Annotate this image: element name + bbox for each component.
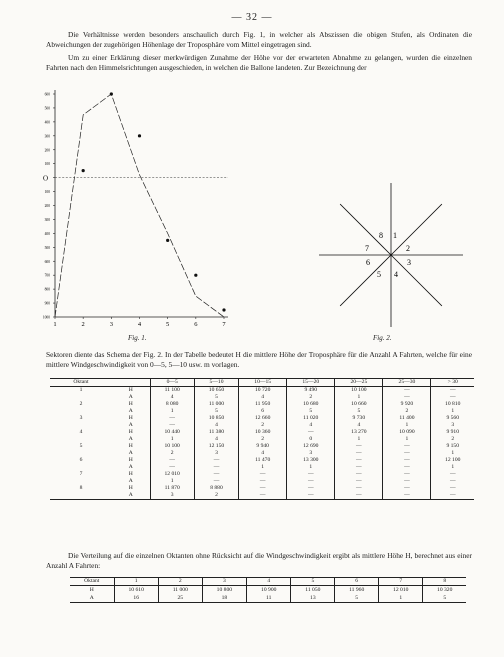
y-tick-label: 300: [44, 134, 50, 139]
table-cell: H: [128, 485, 133, 491]
table-cell: —: [287, 471, 335, 478]
column-header: 6: [335, 578, 379, 586]
y-tick-label: 200: [44, 148, 50, 153]
table-row: [50, 478, 474, 485]
table-cell: 4: [239, 394, 287, 401]
x-tick-label: 6: [194, 321, 198, 328]
x-tick-label: 3: [109, 321, 113, 328]
column-header: 25—30: [383, 379, 431, 387]
table-cell: 16: [114, 594, 158, 603]
table-cell: 4: [194, 422, 238, 429]
table-cell: —: [431, 478, 474, 485]
table-cell: 10 440: [150, 429, 194, 436]
table-cell: —: [383, 443, 431, 450]
sector-label-2: 2: [406, 244, 410, 253]
column-header: 10—15: [239, 379, 287, 387]
table-cell: 3: [150, 492, 194, 500]
sector-label-8: 8: [379, 231, 383, 240]
table-cell: 4: [335, 422, 383, 429]
table-cell: —: [383, 492, 431, 500]
table-row: [50, 387, 474, 395]
table-cell: 2: [194, 492, 238, 500]
table-cell: 5: [79, 443, 83, 449]
table-cell: 5: [194, 394, 238, 401]
column-header: 5: [291, 578, 335, 586]
table-cell: —: [239, 471, 287, 478]
table-cell: —: [239, 478, 287, 485]
table-cell: 1: [150, 408, 194, 415]
table-cell: 10 320: [423, 586, 466, 595]
table-cell: —: [194, 478, 238, 485]
table-cell: 9 920: [383, 401, 431, 408]
table-row: [50, 415, 474, 422]
table-cell: —: [194, 471, 238, 478]
figure-1-chart: [24, 84, 254, 346]
table-row: [50, 408, 474, 415]
table-row: [50, 471, 474, 478]
table-cell: —: [287, 429, 335, 436]
y-tick-label: 100: [44, 162, 50, 167]
column-header: 8: [423, 578, 466, 586]
table-row: [50, 443, 474, 450]
height-by-octant-table: [70, 577, 466, 603]
table-cell: 13 300: [287, 457, 335, 464]
column-header-oktant: Oktant: [73, 379, 89, 385]
table-cell: 1: [239, 464, 287, 471]
table-cell: 10 810: [431, 401, 474, 408]
table-cell: 1: [287, 464, 335, 471]
table-cell: 11: [247, 594, 291, 603]
table-cell: 10 610: [114, 586, 158, 595]
table-cell: 10 680: [287, 401, 335, 408]
table-cell: 10 720: [239, 387, 287, 395]
table-cell: 11 000: [194, 401, 238, 408]
y-tick-label: 100: [44, 190, 50, 195]
y-tick-label: 200: [44, 204, 50, 208]
table-cell: 1: [150, 436, 194, 443]
table-cell: —: [150, 415, 194, 422]
table-cell: 1: [431, 450, 474, 457]
table-cell: 12 010: [379, 586, 423, 595]
table-cell: —: [431, 387, 474, 395]
table-cell: 1: [335, 436, 383, 443]
y-tick-label: 300: [44, 217, 50, 222]
table-cell: A: [128, 478, 133, 484]
table-cell: 11 870: [150, 485, 194, 492]
table-cell: 5: [335, 594, 379, 603]
y-tick-label: 600: [44, 259, 50, 264]
table-cell: 10 360: [239, 429, 287, 436]
column-header: 2: [158, 578, 202, 586]
paragraph-fig1-intro: Die Verhältnisse werden besonders anschaulich durch Fig. 1, in welcher als Abszissen die obigen Stufen, als Ordinaten die Abweichungen der zugehörigen Höhenlage der Troposphäre vom Mittel eingetragen sind.: [46, 30, 472, 49]
table-cell: [50, 450, 112, 457]
table-cell: 9 940: [239, 443, 287, 450]
sector-label-1: 1: [393, 231, 397, 240]
table-cell: H: [128, 471, 133, 477]
y-tick-label: 800: [44, 287, 50, 292]
table-cell: —: [431, 394, 474, 401]
paragraph-sectors-intro: Um zu einer Erklärung dieser merkwürdigen Zunahme der Höhe vor der erwarteten Abnahme zu gelangen, wurden die einzelnen Fahrten nach den Himmelsrichtungen ausgeschieden, in welchen die Ballone landeten. Zur Bezeichnung der: [46, 53, 472, 72]
table-row: [50, 422, 474, 429]
table-cell: 2: [287, 394, 335, 401]
table-cell: 11 950: [239, 401, 287, 408]
table-cell: 10 100: [335, 387, 383, 395]
table-cell: 12 690: [287, 443, 335, 450]
table-cell: 18: [202, 594, 246, 603]
table-cell: —: [431, 492, 474, 500]
column-header: > 30: [431, 379, 474, 387]
table-cell: 9 150: [431, 443, 474, 450]
table-cell: [50, 478, 112, 485]
table-cell: —: [150, 457, 194, 464]
table-cell: —: [194, 457, 238, 464]
table-cell: 11 470: [239, 457, 287, 464]
table-cell: H: [89, 586, 94, 593]
y-tick-label: 400: [44, 120, 50, 125]
x-tick-label: 5: [166, 321, 170, 328]
column-header: 5—10: [194, 379, 238, 387]
table-cell: 1: [431, 464, 474, 471]
table-cell: 1: [383, 436, 431, 443]
table-cell: 4: [150, 394, 194, 401]
table-cell: 1: [335, 394, 383, 401]
table-cell: —: [383, 387, 431, 395]
column-header: 7: [379, 578, 423, 586]
table-cell: 2: [150, 450, 194, 457]
table-cell: 8 080: [150, 401, 194, 408]
table-cell: 3: [79, 415, 83, 421]
table-row: [50, 401, 474, 408]
table-cell: A: [128, 492, 133, 498]
table-cell: 10 650: [194, 387, 238, 395]
table-cell: 6: [79, 457, 83, 463]
table-cell: 2: [383, 408, 431, 415]
table-cell: 12 100: [431, 457, 474, 464]
y-tick-label: 500: [44, 245, 50, 250]
table-cell: A: [128, 464, 133, 470]
table-cell: —: [239, 485, 287, 492]
table-cell: H: [128, 457, 133, 463]
y-tick-label: 700: [44, 273, 50, 278]
data-point: [138, 134, 141, 137]
paragraph-table-explanation: Sektoren diente das Schema der Fig. 2. In der Tabelle bedeutet H die mittlere Höhe der Troposphäre für die Anzahl A Fahrten, welche für eine mittlere Windgeschwindigkeit von 0—5, 5—10 usw. m vorlagen.: [46, 350, 472, 369]
table-cell: A: [89, 594, 94, 601]
table-cell: 10 800: [202, 586, 246, 595]
table-cell: [50, 464, 112, 471]
table-cell: —: [335, 471, 383, 478]
table-cell: 4: [239, 450, 287, 457]
table-cell: 8: [79, 485, 83, 491]
table-cell: A: [128, 436, 133, 442]
table-cell: 1: [79, 387, 83, 393]
table-cell: [50, 422, 112, 429]
height-by-wind-speed-table: [50, 378, 474, 500]
y-tick-label: 1000: [42, 315, 50, 320]
data-point: [194, 274, 197, 277]
table-cell: 12 660: [239, 415, 287, 422]
table-cell: 3: [431, 422, 474, 429]
column-header: 4: [247, 578, 291, 586]
table-cell: —: [150, 464, 194, 471]
table-cell: 11 020: [287, 415, 335, 422]
page-number: — 32 —: [231, 12, 273, 23]
table-cell: —: [287, 492, 335, 500]
x-tick-label: 2: [81, 321, 85, 328]
sector-label-3: 3: [407, 258, 411, 267]
table-cell: 8 880: [194, 485, 238, 492]
table-cell: 9 490: [287, 387, 335, 395]
table-cell: —: [383, 478, 431, 485]
table-cell: 7: [79, 471, 83, 477]
table-cell: 2: [239, 422, 287, 429]
table-cell: —: [431, 471, 474, 478]
table-cell: 10 660: [335, 401, 383, 408]
sector-label-7: 7: [365, 244, 369, 253]
table-row: [50, 436, 474, 443]
x-tick-label: 1: [53, 321, 57, 328]
table-cell: —: [431, 485, 474, 492]
table-cell: 5: [194, 408, 238, 415]
sector-label-5: 5: [377, 270, 381, 279]
table-cell: 4: [194, 436, 238, 443]
table-cell: 10 100: [150, 443, 194, 450]
table-row: [50, 464, 474, 471]
table-cell: [50, 492, 112, 500]
table-cell: A: [128, 450, 133, 456]
figure-1-caption: Fig. 1.: [128, 334, 147, 342]
table-cell: —: [335, 464, 383, 471]
table-cell: 10 900: [247, 586, 291, 595]
table-row: [50, 429, 474, 436]
x-tick-label: 7: [222, 321, 226, 328]
data-point: [166, 239, 169, 242]
table-cell: 5: [335, 408, 383, 415]
table-cell: —: [287, 485, 335, 492]
table-cell: 11 400: [383, 415, 431, 422]
column-header: 1: [114, 578, 158, 586]
table-cell: 11 000: [158, 586, 202, 595]
table-cell: A: [128, 422, 133, 428]
table-cell: 11 380: [194, 429, 238, 436]
table-cell: —: [383, 450, 431, 457]
x-tick-label: 4: [137, 321, 142, 328]
table-row: [50, 492, 474, 500]
column-header: 0—5: [150, 379, 194, 387]
table-cell: 13 270: [335, 429, 383, 436]
table-cell: H: [128, 429, 133, 435]
table-cell: 10 090: [383, 429, 431, 436]
table-cell: —: [335, 443, 383, 450]
table-cell: [50, 436, 112, 443]
table-row: [50, 485, 474, 492]
table-cell: 4: [79, 429, 83, 435]
y-tick-label: 400: [44, 231, 50, 236]
table-cell: H: [128, 415, 133, 421]
table-cell: 1: [150, 478, 194, 485]
table-cell: A: [128, 408, 133, 414]
y-tick-label: 900: [44, 301, 50, 306]
data-point: [82, 169, 85, 172]
table-cell: 0: [287, 436, 335, 443]
table-cell: 12 150: [194, 443, 238, 450]
table-cell: 11 050: [291, 586, 335, 595]
table-cell: 2: [431, 436, 474, 443]
table-cell: 4: [287, 422, 335, 429]
table-cell: 5: [423, 594, 466, 603]
table-cell: 9 730: [335, 415, 383, 422]
table-cell: —: [383, 394, 431, 401]
data-point: [222, 308, 225, 311]
table-row: [50, 457, 474, 464]
table-cell: —: [335, 478, 383, 485]
figure-2-sector-diagram: [316, 180, 466, 330]
data-point: [110, 92, 113, 95]
table-cell: H: [128, 387, 133, 393]
table-cell: 3: [287, 450, 335, 457]
column-header-oktant: Oktant: [84, 578, 100, 584]
table-cell: —: [150, 422, 194, 429]
y-tick-label: 600: [44, 92, 50, 97]
column-header: 15—20: [287, 379, 335, 387]
y-zero-label: O: [43, 174, 49, 183]
table-row: [50, 394, 474, 401]
table-cell: 13: [291, 594, 335, 603]
table-cell: —: [383, 471, 431, 478]
table-cell: 11 100: [150, 387, 194, 395]
table-cell: —: [383, 464, 431, 471]
table-cell: 10 850: [194, 415, 238, 422]
table-cell: —: [335, 450, 383, 457]
column-header: [112, 379, 150, 387]
table-cell: —: [335, 485, 383, 492]
table-cell: 2: [79, 401, 83, 407]
table-cell: 3: [194, 450, 238, 457]
sector-label-4: 4: [394, 270, 398, 279]
table-cell: —: [239, 492, 287, 500]
sector-label-6: 6: [366, 258, 370, 267]
table-cell: H: [128, 401, 133, 407]
table-cell: H: [128, 443, 133, 449]
table-cell: 1: [379, 594, 423, 603]
table-cell: 1: [431, 408, 474, 415]
paragraph-octant-summary: Die Verteilung auf die einzelnen Oktanten ohne Rücksicht auf die Windgeschwindigkeit ergibt als mittlere Höhe H, berechnet aus einer Anzahl A Fahrten:: [46, 551, 472, 570]
column-header: 3: [202, 578, 246, 586]
table-cell: —: [383, 457, 431, 464]
table-row: [50, 450, 474, 457]
table-cell: 2: [239, 436, 287, 443]
table-cell: A: [128, 394, 133, 400]
table-cell: —: [287, 478, 335, 485]
table-cell: 9 560: [431, 415, 474, 422]
y-tick-label: 500: [44, 106, 50, 111]
table-cell: —: [194, 464, 238, 471]
table-cell: 9 910: [431, 429, 474, 436]
table-cell: 6: [239, 408, 287, 415]
table-row: [70, 586, 466, 595]
data-line: [55, 94, 224, 317]
table-cell: 1: [383, 422, 431, 429]
table-cell: 25: [158, 594, 202, 603]
table-cell: [50, 394, 112, 401]
table-cell: —: [383, 485, 431, 492]
table-row: [70, 594, 466, 603]
figure-2-caption: Fig. 2.: [373, 334, 392, 342]
table-cell: —: [335, 492, 383, 500]
table-cell: [50, 408, 112, 415]
table-cell: —: [335, 457, 383, 464]
table-cell: 11 960: [335, 586, 379, 595]
column-header: 20—25: [335, 379, 383, 387]
table-cell: 12 010: [150, 471, 194, 478]
table-cell: 5: [287, 408, 335, 415]
